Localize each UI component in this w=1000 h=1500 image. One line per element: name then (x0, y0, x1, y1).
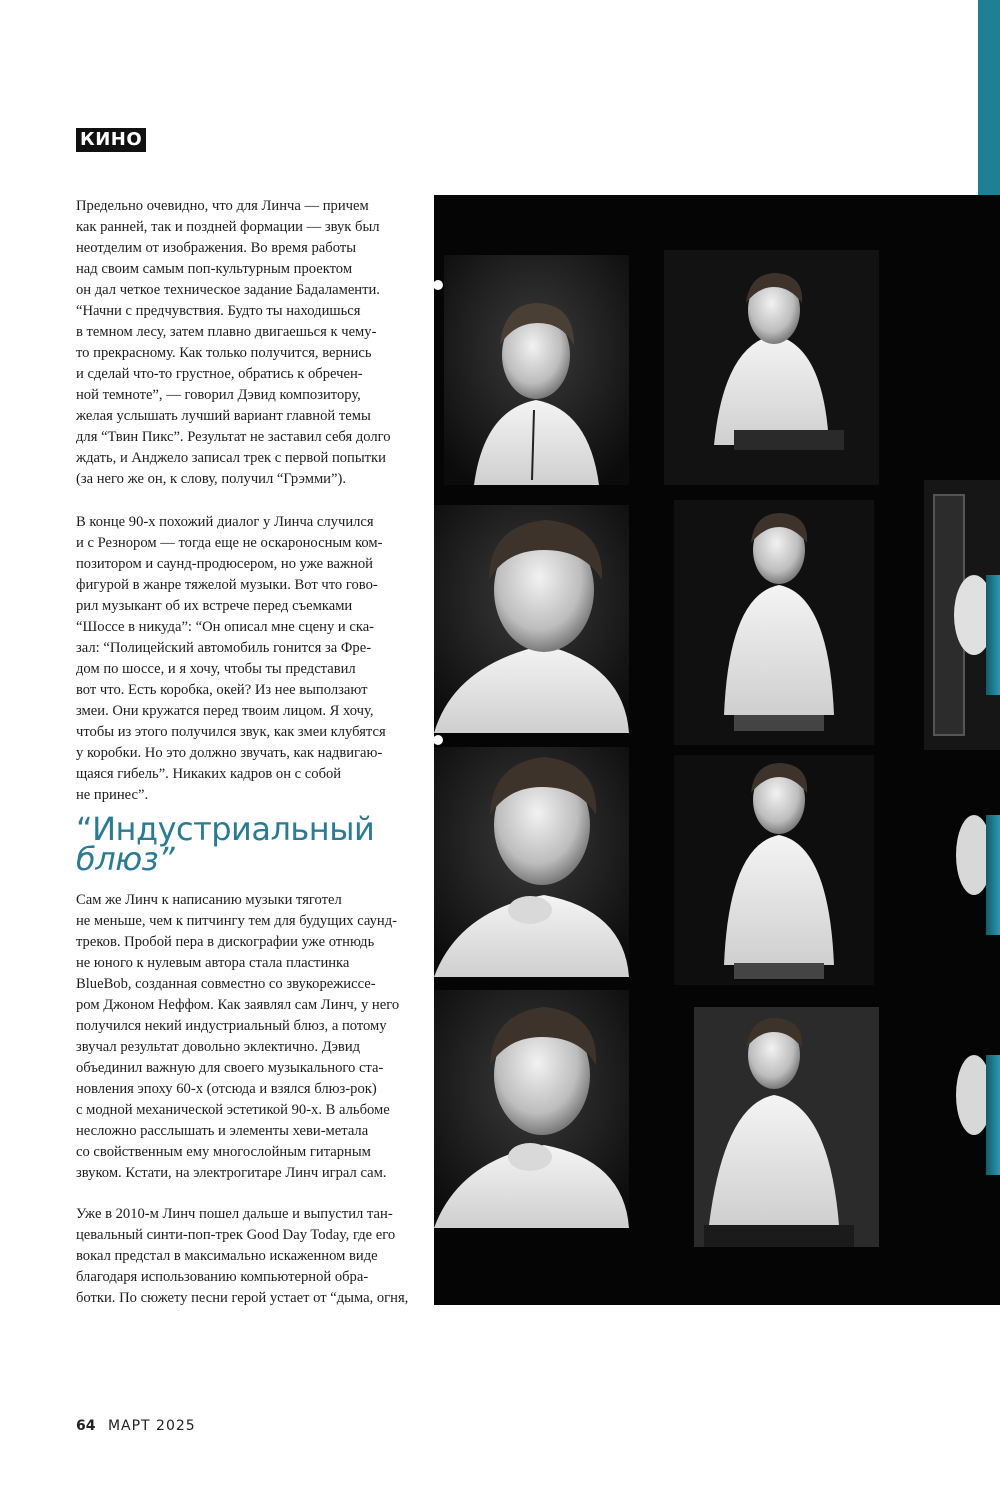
text-line: над своим самым поп-культурным проектом (76, 261, 353, 277)
text-line: не принес”. (76, 787, 149, 803)
text-line: со свойственным ему многослойным гитарным (76, 1144, 371, 1160)
paragraph-2 (76, 512, 416, 806)
text-line: цевальный синти-поп-трек Good Day Today, где его (76, 1227, 396, 1243)
text-line: новления эпоху 60-х (отсюда и взялся блюз-рок) (76, 1081, 377, 1097)
text-line: рил музыкант об их встрече перед съемками (76, 598, 353, 614)
text-line: благодаря использованию компьютерной обра- (76, 1269, 369, 1285)
text-line: получился некий индустриальный блюз, а потому (76, 1018, 387, 1034)
subheading (76, 810, 416, 878)
text-line: объединил важную для своего музыкального ста- (76, 1060, 384, 1076)
text-line: чтобы из этого получился звук, как змеи клубятся (76, 724, 386, 740)
text-line: не юного к нулевым автора стала пластинка (76, 955, 350, 971)
text-line: Сам же Линч к написанию музыки тяготел (76, 892, 342, 908)
text-line: как ранней, так и поздней формации — звук был (76, 219, 380, 235)
paragraph-3 (76, 890, 416, 1184)
frame-mid-4 (694, 1007, 879, 1247)
frame-left-4 (434, 990, 629, 1228)
paragraph-lines (76, 890, 416, 1184)
text-line: ботки. По сюжету песни герой устает от “дыма, огня, (76, 1290, 409, 1306)
paragraph-1 (76, 196, 416, 490)
section-label: КИНО (76, 128, 146, 152)
text-line: желая услышать лучший вариант главной темы (76, 408, 371, 424)
text-line: он дал четкое техническое задание Бадаламенти. (76, 282, 380, 298)
page-number: 64 (76, 1418, 96, 1434)
text-line: дом по шоссе, и я хочу, чтобы ты представил (76, 661, 356, 677)
text-line: щаяся гибель”. Никаких кадров он с собой (76, 766, 342, 782)
text-line: с модной механической эстетикой 90-х. В альбоме (76, 1102, 390, 1118)
frame-mid-3 (674, 755, 874, 985)
text-line: и с Резнором — тогда еще не оскароносным ком- (76, 535, 383, 551)
text-line: Предельно очевидно, что для Линча — причем (76, 198, 369, 214)
text-line: В конце 90-х похожий диалог у Линча случился (76, 514, 374, 530)
text-line: зал: “Полицейский автомобиль гонится за Фре- (76, 640, 372, 656)
text-line: “Начни с предчувствия. Будто ты находишься (76, 303, 361, 319)
contact-sheet-photo (434, 195, 1000, 1305)
paragraph-lines (76, 1204, 416, 1309)
text-line: в темном лесу, затем плавно двигаешься к чему- (76, 324, 377, 340)
text-line: (за него же он, к слову, получил “Грэмми”). (76, 471, 346, 487)
paragraph-4 (76, 1204, 416, 1309)
text-line: ной темноте”, — говорил Дэвид композитору, (76, 387, 361, 403)
frame-mid-1 (664, 250, 879, 485)
text-line: то прекрасному. Как только получится, вернись (76, 345, 372, 361)
text-line: звучал результат довольно эклектично. Дэвид (76, 1039, 361, 1055)
subheading-line-2: блюз” (76, 840, 175, 878)
text-line: ром Джоном Неффом. Как заявлял сам Линч, у него (76, 997, 400, 1013)
text-line: у коробки. Но это должно звучать, как надвигаю- (76, 745, 383, 761)
text-line: BlueBob, созданная совместно со звукорежиссе- (76, 976, 376, 992)
text-line: ждать, и Анджело записал трек с первой попытки (76, 450, 386, 466)
text-line: не меньше, чем к питчингу тем для будущих саунд- (76, 913, 398, 929)
paragraph-lines (76, 512, 416, 806)
frame-left-1 (444, 255, 629, 485)
edge-color-tab (978, 0, 1000, 195)
subheading-line-1: “Индустриальный (76, 810, 375, 848)
text-line: неотделим от изображения. Во время работы (76, 240, 356, 256)
text-line: несложно расслышать и элементы хеви-метала (76, 1123, 369, 1139)
text-line: и сделай что-то грустное, обратись к обречен- (76, 366, 363, 382)
text-line: звуком. Кстати, на электрогитаре Линч играл сам. (76, 1165, 387, 1181)
issue-date: МАРТ 2025 (107, 1418, 196, 1434)
text-line: для “Твин Пикс”. Результат не заставил себя долго (76, 429, 391, 445)
paragraph-lines (76, 196, 416, 490)
text-line: Уже в 2010-м Линч пошел дальше и выпустил тан- (76, 1206, 393, 1222)
text-line: фигурой в жанре тяжелой музыки. Вот что гово- (76, 577, 378, 593)
text-line: позитором и саунд-продюсером, но уже важной (76, 556, 373, 572)
text-line: вот что. Есть коробка, окей? Из нее выползают (76, 682, 368, 698)
text-line: треков. Пробой пера в дискографии уже отнюдь (76, 934, 375, 950)
frame-left-2 (434, 505, 629, 733)
page-footer (76, 1416, 196, 1436)
frame-mid-2 (674, 500, 874, 745)
text-line: вокал предстал в максимально искаженном виде (76, 1248, 378, 1264)
frame-left-3 (434, 747, 629, 977)
contact-sheet-portraits-icon (434, 195, 1000, 1305)
text-line: змеи. Они кружатся перед твоим лицом. Я хочу, (76, 703, 374, 719)
text-line: “Шоссе в никуда”: “Он описал мне сцену и ска- (76, 619, 375, 635)
